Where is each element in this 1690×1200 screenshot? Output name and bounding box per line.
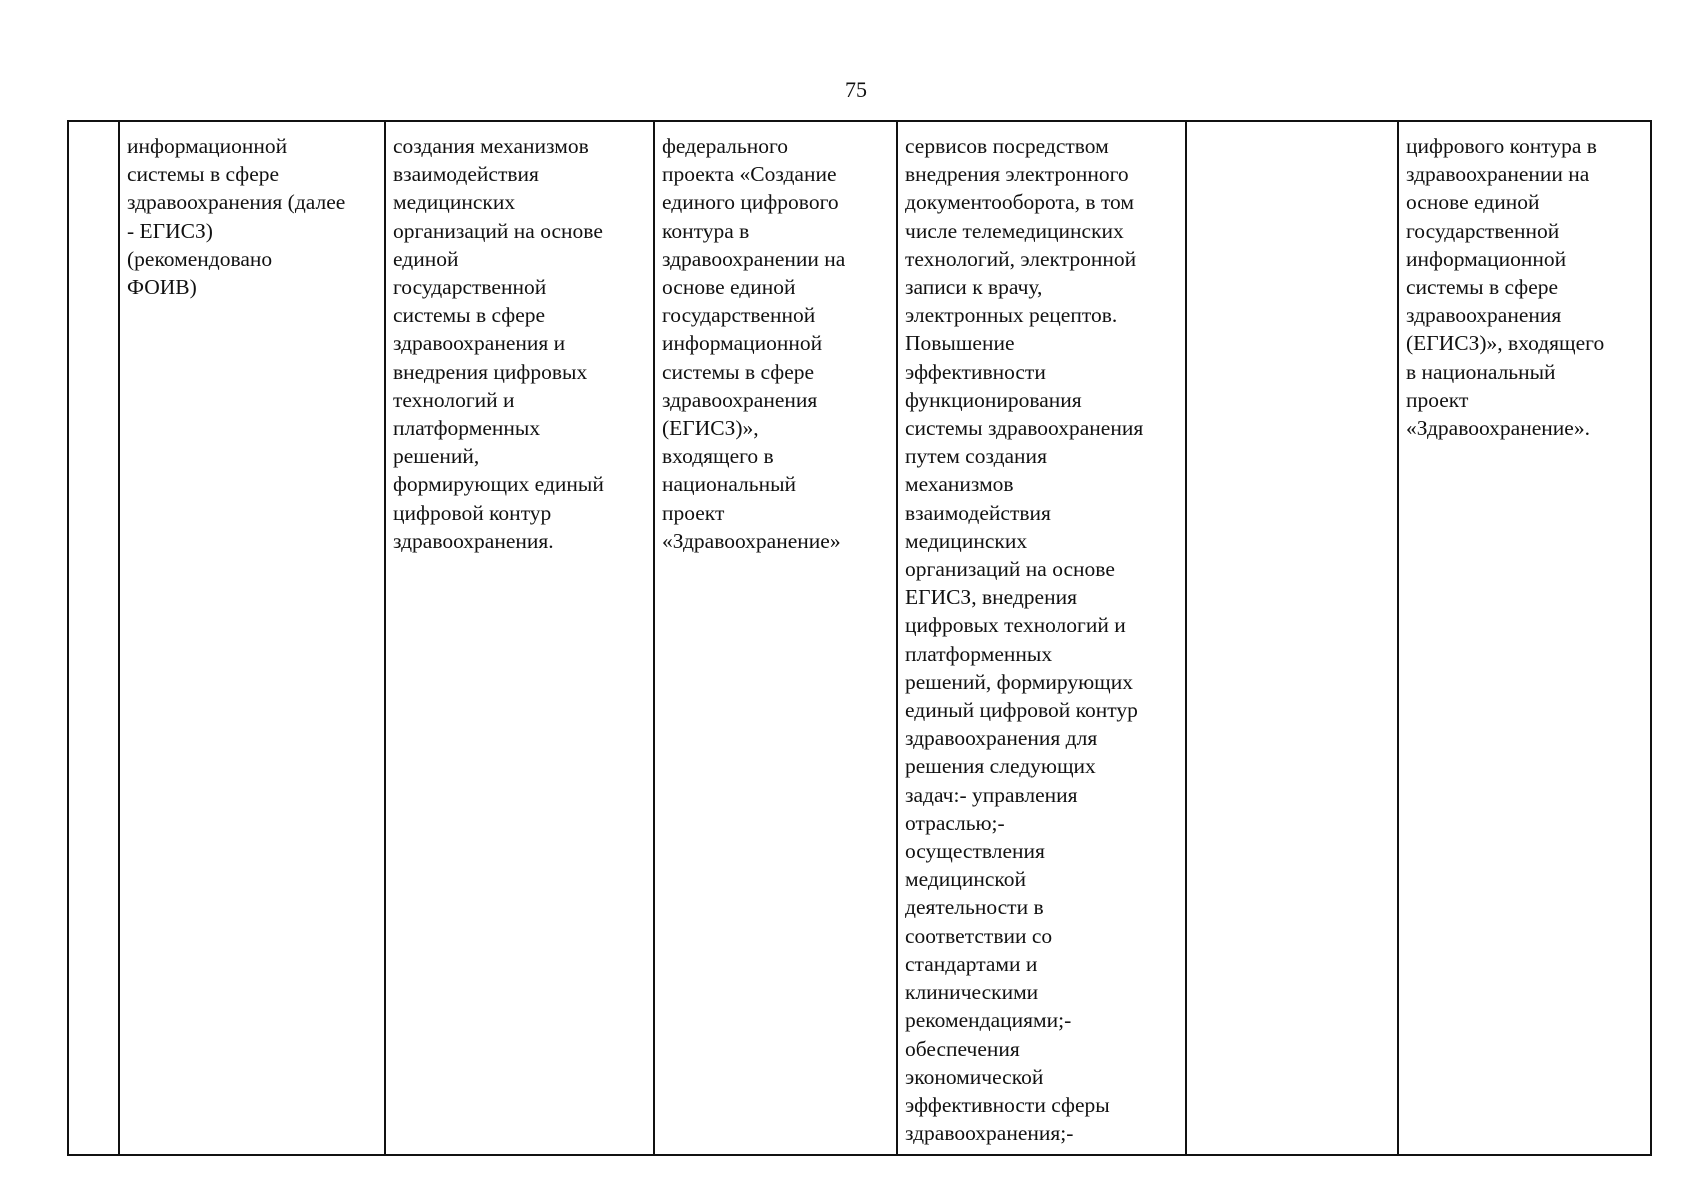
document-table xyxy=(67,120,1652,1156)
table-cell-empty xyxy=(1186,121,1398,1155)
table-cell-number xyxy=(68,121,119,1155)
table-cell-description: сервисов посредством внедрения электронного документооборота, в том числе телемедицинских технологий, электронной записи к врачу, электронных рецептов. Повышение эффективности функционирования системы здравоохранения путем создания механизмов взаимодействия медицинских организаций на основе ЕГИСЗ, внедрения цифровых технологий и платформенных решений, формирующих единый цифровой контур здравоохранения для решения следующих задач:- управления отраслью;- осуществления медицинской деятельности в соответствии со стандартами и клиническими рекомендациями;- обеспечения экономической эффективности сферы здравоохранения;- xyxy=(897,121,1186,1155)
page-number: 75 xyxy=(845,77,867,102)
table-cell-project: федерального проекта «Создание единого цифрового контура в здравоохранении на основе единой государственной информационной системы в сфере здравоохранения (ЕГИСЗ)», входящего в национальный проект «Здравоохранение» xyxy=(654,121,897,1155)
table-cell-result: цифрового контура в здравоохранении на основе единой государственной информационной системы в сфере здравоохранения (ЕГИСЗ)», входящего в национальный проект «Здравоохранение». xyxy=(1398,121,1651,1155)
table-cell-goal: создания механизмов взаимодействия медицинских организаций на основе единой государственной системы в сфере здравоохранения и внедрения цифровых технологий и платформенных решений, формирующих единый цифровой контур здравоохранения. xyxy=(385,121,654,1155)
table-row xyxy=(68,121,1651,1155)
table-cell-name: информационной системы в сфере здравоохранения (далее - ЕГИСЗ) (рекомендовано ФОИВ) xyxy=(119,121,385,1155)
